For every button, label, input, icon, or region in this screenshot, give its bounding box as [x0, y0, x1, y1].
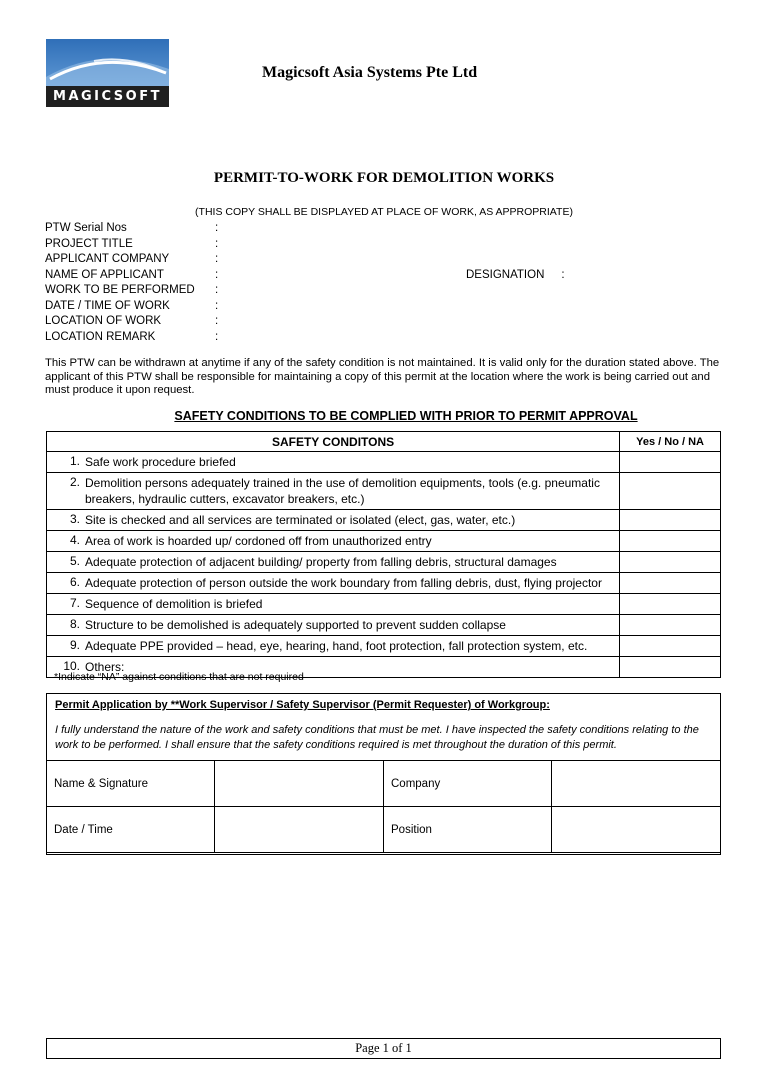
- section-heading: SAFETY CONDITIONS TO BE COMPLIED WITH PRIOR TO PERMIT APPROVAL: [174, 409, 638, 423]
- field-applicant-company: [45, 253, 345, 269]
- logo-graphic: [46, 39, 169, 86]
- safety-conditions-table: [46, 431, 721, 678]
- row-text: Site is checked and all services are terminated or isolated (elect, gas, water, etc.): [85, 513, 516, 527]
- row-text: Area of work is hoarded up/ cordoned off from unauthorized entry: [85, 534, 432, 548]
- response-cell[interactable]: [620, 473, 721, 510]
- row-number: 5.: [69, 554, 80, 568]
- table-row: [47, 636, 721, 657]
- field-colon: :: [215, 330, 219, 343]
- designation-label: DESIGNATION: [466, 269, 545, 281]
- response-cell[interactable]: [620, 615, 721, 636]
- response-cell[interactable]: [620, 573, 721, 594]
- table-header-row: [47, 432, 721, 452]
- table-row: [47, 452, 721, 473]
- table-row: [47, 594, 721, 615]
- field-applicant-name: [45, 269, 345, 285]
- application-declaration: I fully understand the nature of the work and safety conditions that must be met. I have inspected the safety conditions relating to the work to be performed. I shall ensure that the safety conditions required is met throughout the duration of this permit.: [55, 724, 699, 751]
- position-field[interactable]: [552, 807, 721, 853]
- field-colon: :: [215, 268, 219, 281]
- row-text: Safe work procedure briefed: [85, 455, 236, 469]
- row-text: Sequence of demolition is briefed: [85, 597, 263, 611]
- display-note: (THIS COPY SHALL BE DISPLAYED AT PLACE OF WORK, AS APPROPRIATE): [195, 206, 573, 218]
- designation-colon: :: [561, 269, 565, 281]
- row-number: 7.: [69, 596, 80, 610]
- response-cell[interactable]: [620, 636, 721, 657]
- header-conditions: SAFETY CONDITONS: [47, 432, 620, 452]
- field-location-remark: [45, 331, 345, 347]
- response-cell[interactable]: [620, 510, 721, 531]
- field-colon: :: [215, 237, 219, 250]
- row-text: Structure to be demolished is adequately supported to prevent sudden collapse: [85, 618, 506, 632]
- permit-application-box: [46, 693, 721, 855]
- header-response: Yes / No / NA: [620, 432, 721, 452]
- row-text: Adequate PPE provided – head, eye, hearing, hand, foot protection, fall protection system, etc.: [85, 639, 588, 653]
- table-row: [47, 615, 721, 636]
- field-ptw-serial: [45, 222, 345, 238]
- row-number: 10.: [63, 659, 80, 673]
- field-date-time: [45, 300, 345, 316]
- company-label: Company: [384, 761, 552, 807]
- field-label: PROJECT TITLE: [45, 237, 133, 250]
- response-cell[interactable]: [620, 552, 721, 573]
- permit-fields: [45, 222, 345, 346]
- signature-row: [47, 807, 721, 853]
- validity-paragraph: This PTW can be withdrawn at anytime if any of the safety condition is not maintained. It is valid only for the duration stated above. The applicant of this PTW shall be responsible for maintaining a copy of this permit at the location where the work is being carried out and must produce it upon request.: [45, 357, 720, 396]
- row-number: 9.: [69, 638, 80, 652]
- response-cell[interactable]: [620, 531, 721, 552]
- row-number: 8.: [69, 617, 80, 631]
- field-location: [45, 315, 345, 331]
- field-colon: :: [215, 253, 219, 265]
- date-time-label: Date / Time: [47, 807, 215, 853]
- field-colon: :: [215, 315, 219, 327]
- signature-row: [47, 761, 721, 807]
- row-text: Adequate protection of person outside the work boundary from falling debris, dust, flying projector: [85, 576, 602, 590]
- row-text: Demolition persons adequately trained in the use of demolition equipments, tools (e.g. pneumatic breakers, hydraulic cutters, excavator breakers, etc.): [85, 476, 600, 506]
- table-row: [47, 552, 721, 573]
- field-colon: :: [215, 284, 219, 296]
- company-name: Magicsoft Asia Systems Pte Ltd: [262, 64, 478, 81]
- row-number: 2.: [69, 475, 80, 489]
- company-field[interactable]: [552, 761, 721, 807]
- date-time-field[interactable]: [215, 807, 384, 853]
- position-label: Position: [384, 807, 552, 853]
- field-label: NAME OF APPLICANT: [45, 268, 164, 281]
- row-number: 6.: [69, 575, 80, 589]
- table-row: [47, 473, 721, 510]
- application-heading: Permit Application by **Work Supervisor / Safety Supervisor (Permit Requester) of Workgroup:: [55, 699, 550, 711]
- field-label: WORK TO BE PERFORMED: [45, 284, 195, 296]
- footnote: *Indicate “NA” against conditions that are not required: [54, 671, 304, 683]
- row-text: Adequate protection of adjacent building/ property from falling debris, structural damages: [85, 555, 557, 569]
- row-number: 1.: [69, 454, 80, 468]
- field-label: LOCATION OF WORK: [45, 315, 162, 327]
- logo-wordmark: MAGICSOFT: [46, 86, 169, 107]
- field-designation: [466, 269, 565, 281]
- row-number: 3.: [69, 512, 80, 526]
- row-number: 4.: [69, 533, 80, 547]
- field-label: LOCATION REMARK: [45, 330, 156, 343]
- table-row: [47, 531, 721, 552]
- signature-table: [46, 760, 721, 853]
- document-title: PERMIT-TO-WORK FOR DEMOLITION WORKS: [213, 170, 555, 186]
- field-label: PTW Serial Nos: [45, 222, 127, 234]
- response-cell[interactable]: [620, 594, 721, 615]
- row-text: Others:: [85, 660, 125, 674]
- field-colon: :: [215, 299, 219, 312]
- response-cell[interactable]: [620, 452, 721, 473]
- field-project-title: [45, 238, 345, 254]
- field-colon: :: [215, 222, 219, 234]
- response-cell[interactable]: [620, 657, 721, 678]
- name-signature-field[interactable]: [215, 761, 384, 807]
- field-label: APPLICANT COMPANY: [45, 253, 170, 265]
- page-number: Page 1 of 1: [46, 1038, 721, 1059]
- company-logo: [46, 39, 169, 107]
- table-row: [47, 510, 721, 531]
- field-label: DATE / TIME OF WORK: [45, 299, 170, 312]
- name-signature-label: Name & Signature: [47, 761, 215, 807]
- field-work-performed: [45, 284, 345, 300]
- table-row: [47, 573, 721, 594]
